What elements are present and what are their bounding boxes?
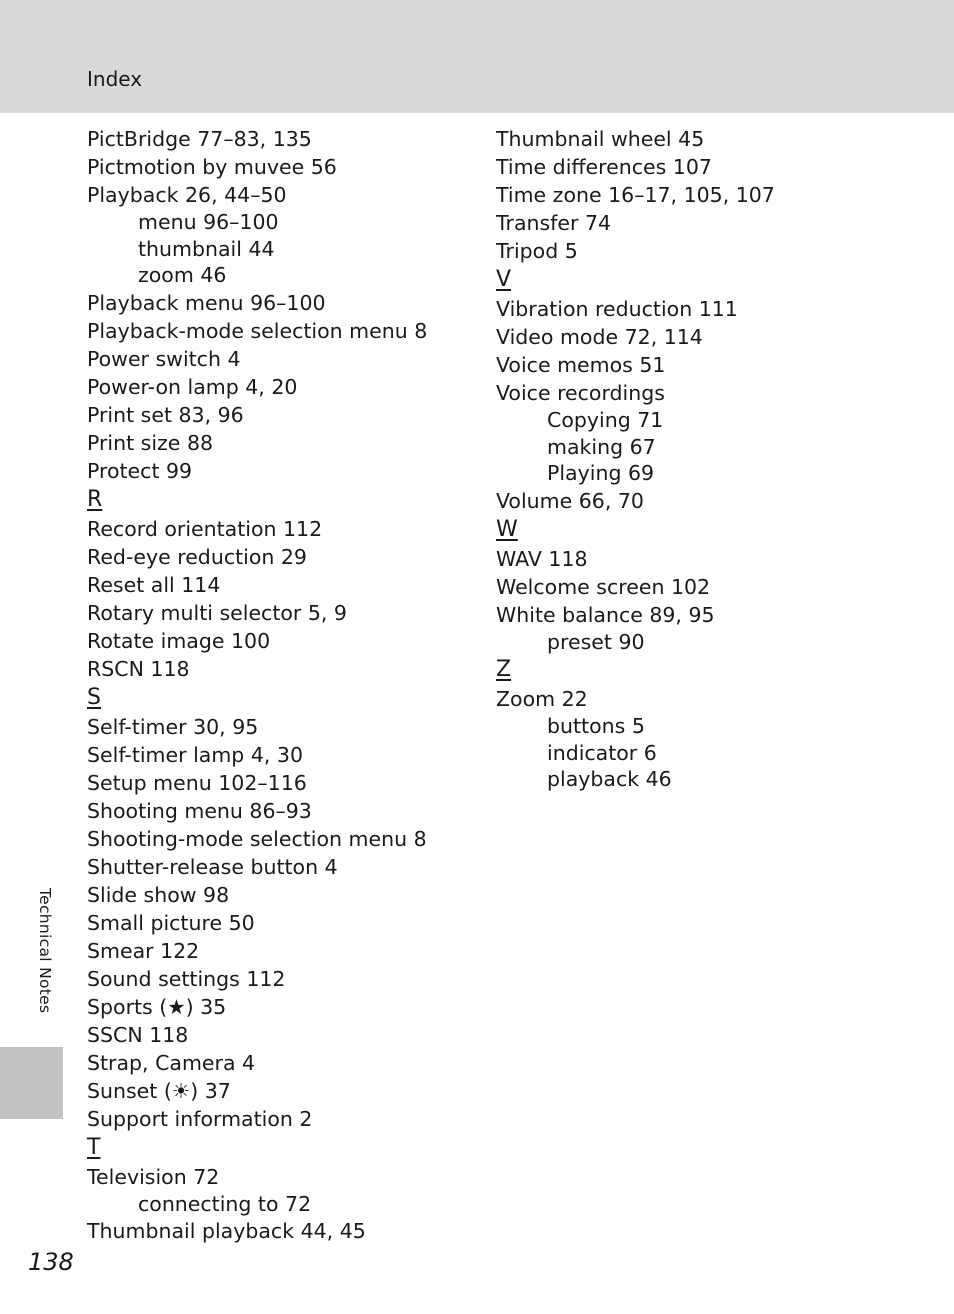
index-subentry: buttons 5	[547, 714, 645, 738]
index-section-letter: R	[87, 486, 103, 512]
index-entry: Sound settings 112	[87, 966, 286, 991]
index-entry: Self-timer 30, 95	[87, 714, 259, 739]
index-entry: Thumbnail wheel 45	[496, 127, 705, 151]
index-subentry: zoom 46	[138, 263, 227, 287]
index-entry: Welcome screen 102	[496, 574, 711, 599]
index-entry: Rotate image 100	[87, 628, 271, 653]
index-entry: Shooting-mode selection menu 8	[87, 826, 427, 851]
index-entry: Shooting menu 86–93	[87, 798, 312, 823]
page-number: 138	[28, 1248, 74, 1276]
index-entry: Smear 122	[87, 938, 200, 963]
index-entry: Support information 2	[87, 1106, 313, 1131]
index-entry: SSCN 118	[87, 1022, 189, 1047]
index-entry: Sunset (☀) 37	[87, 1078, 231, 1103]
index-entry: Rotary multi selector 5, 9	[87, 600, 347, 625]
index-entry: Slide show 98	[87, 882, 230, 907]
index-entry: Setup menu 102–116	[87, 770, 307, 795]
index-entry: Voice recordings	[496, 381, 665, 405]
index-entry: Power-on lamp 4, 20	[87, 374, 298, 399]
index-subentry: Playing 69	[547, 461, 655, 485]
index-entry: Video mode 72, 114	[496, 325, 703, 349]
index-section-letter: S	[87, 684, 101, 710]
index-entry: Transfer 74	[496, 211, 612, 235]
index-entry: Zoom 22	[496, 687, 588, 711]
index-section-letter: Z	[496, 657, 512, 682]
index-subentry: indicator 6	[547, 740, 657, 765]
index-entry: Volume 66, 70	[496, 488, 644, 513]
index-entry: WAV 118	[496, 546, 588, 571]
index-subentry: playback 46	[547, 767, 672, 791]
index-entry: Print size 88	[87, 430, 214, 455]
index-column-left	[87, 125, 427, 1245]
index-entry: Sports (★) 35	[87, 994, 227, 1019]
index-entry: Power switch 4	[87, 346, 241, 371]
index-entry: Strap, Camera 4	[87, 1050, 256, 1075]
header-band	[0, 0, 954, 113]
index-entry: Pictmotion by muvee 56	[87, 155, 337, 179]
index-column-right	[496, 125, 775, 793]
index-subentry: menu 96–100	[138, 210, 279, 234]
index-entry: Shutter-release button 4	[87, 854, 338, 879]
section-tab	[0, 1047, 63, 1119]
index-entry: White balance 89, 95	[496, 602, 715, 627]
index-section-letter: T	[87, 1134, 101, 1160]
section-tab-label: Technical Notes	[36, 888, 54, 1014]
index-subentry: connecting to 72	[138, 1191, 312, 1216]
index-entry: Vibration reduction 111	[496, 297, 738, 321]
index-section-letter: W	[496, 516, 518, 542]
index-subentry: Copying 71	[547, 408, 664, 432]
index-entry: Tripod 5	[496, 239, 578, 263]
index-entry: Reset all 114	[87, 572, 221, 597]
index-entry: Thumbnail playback 44, 45	[87, 1219, 366, 1243]
index-entry: Voice memos 51	[496, 353, 666, 377]
index-subentry: preset 90	[547, 629, 645, 654]
index-entry: Television 72	[87, 1164, 220, 1189]
index-entry: PictBridge 77–83, 135	[87, 127, 312, 151]
page-title: Index	[87, 67, 143, 91]
index-entry: Red-eye reduction 29	[87, 544, 307, 569]
index-entry: Protect 99	[87, 458, 193, 483]
index-entry: Time differences 107	[496, 155, 712, 179]
index-section-letter: V	[496, 267, 512, 292]
index-entry: Self-timer lamp 4, 30	[87, 742, 303, 767]
index-entry: Playback menu 96–100	[87, 290, 326, 315]
index-entry: RSCN 118	[87, 656, 190, 681]
index-entry: Small picture 50	[87, 910, 255, 935]
index-entry: Time zone 16–17, 105, 107	[496, 183, 775, 207]
index-subentry: making 67	[547, 434, 656, 459]
index-subentry: thumbnail 44	[138, 236, 275, 261]
index-entry: Playback 26, 44–50	[87, 183, 287, 207]
index-entry: Record orientation 112	[87, 516, 323, 541]
index-entry: Playback-mode selection menu 8	[87, 318, 428, 343]
index-entry: Print set 83, 96	[87, 402, 244, 427]
